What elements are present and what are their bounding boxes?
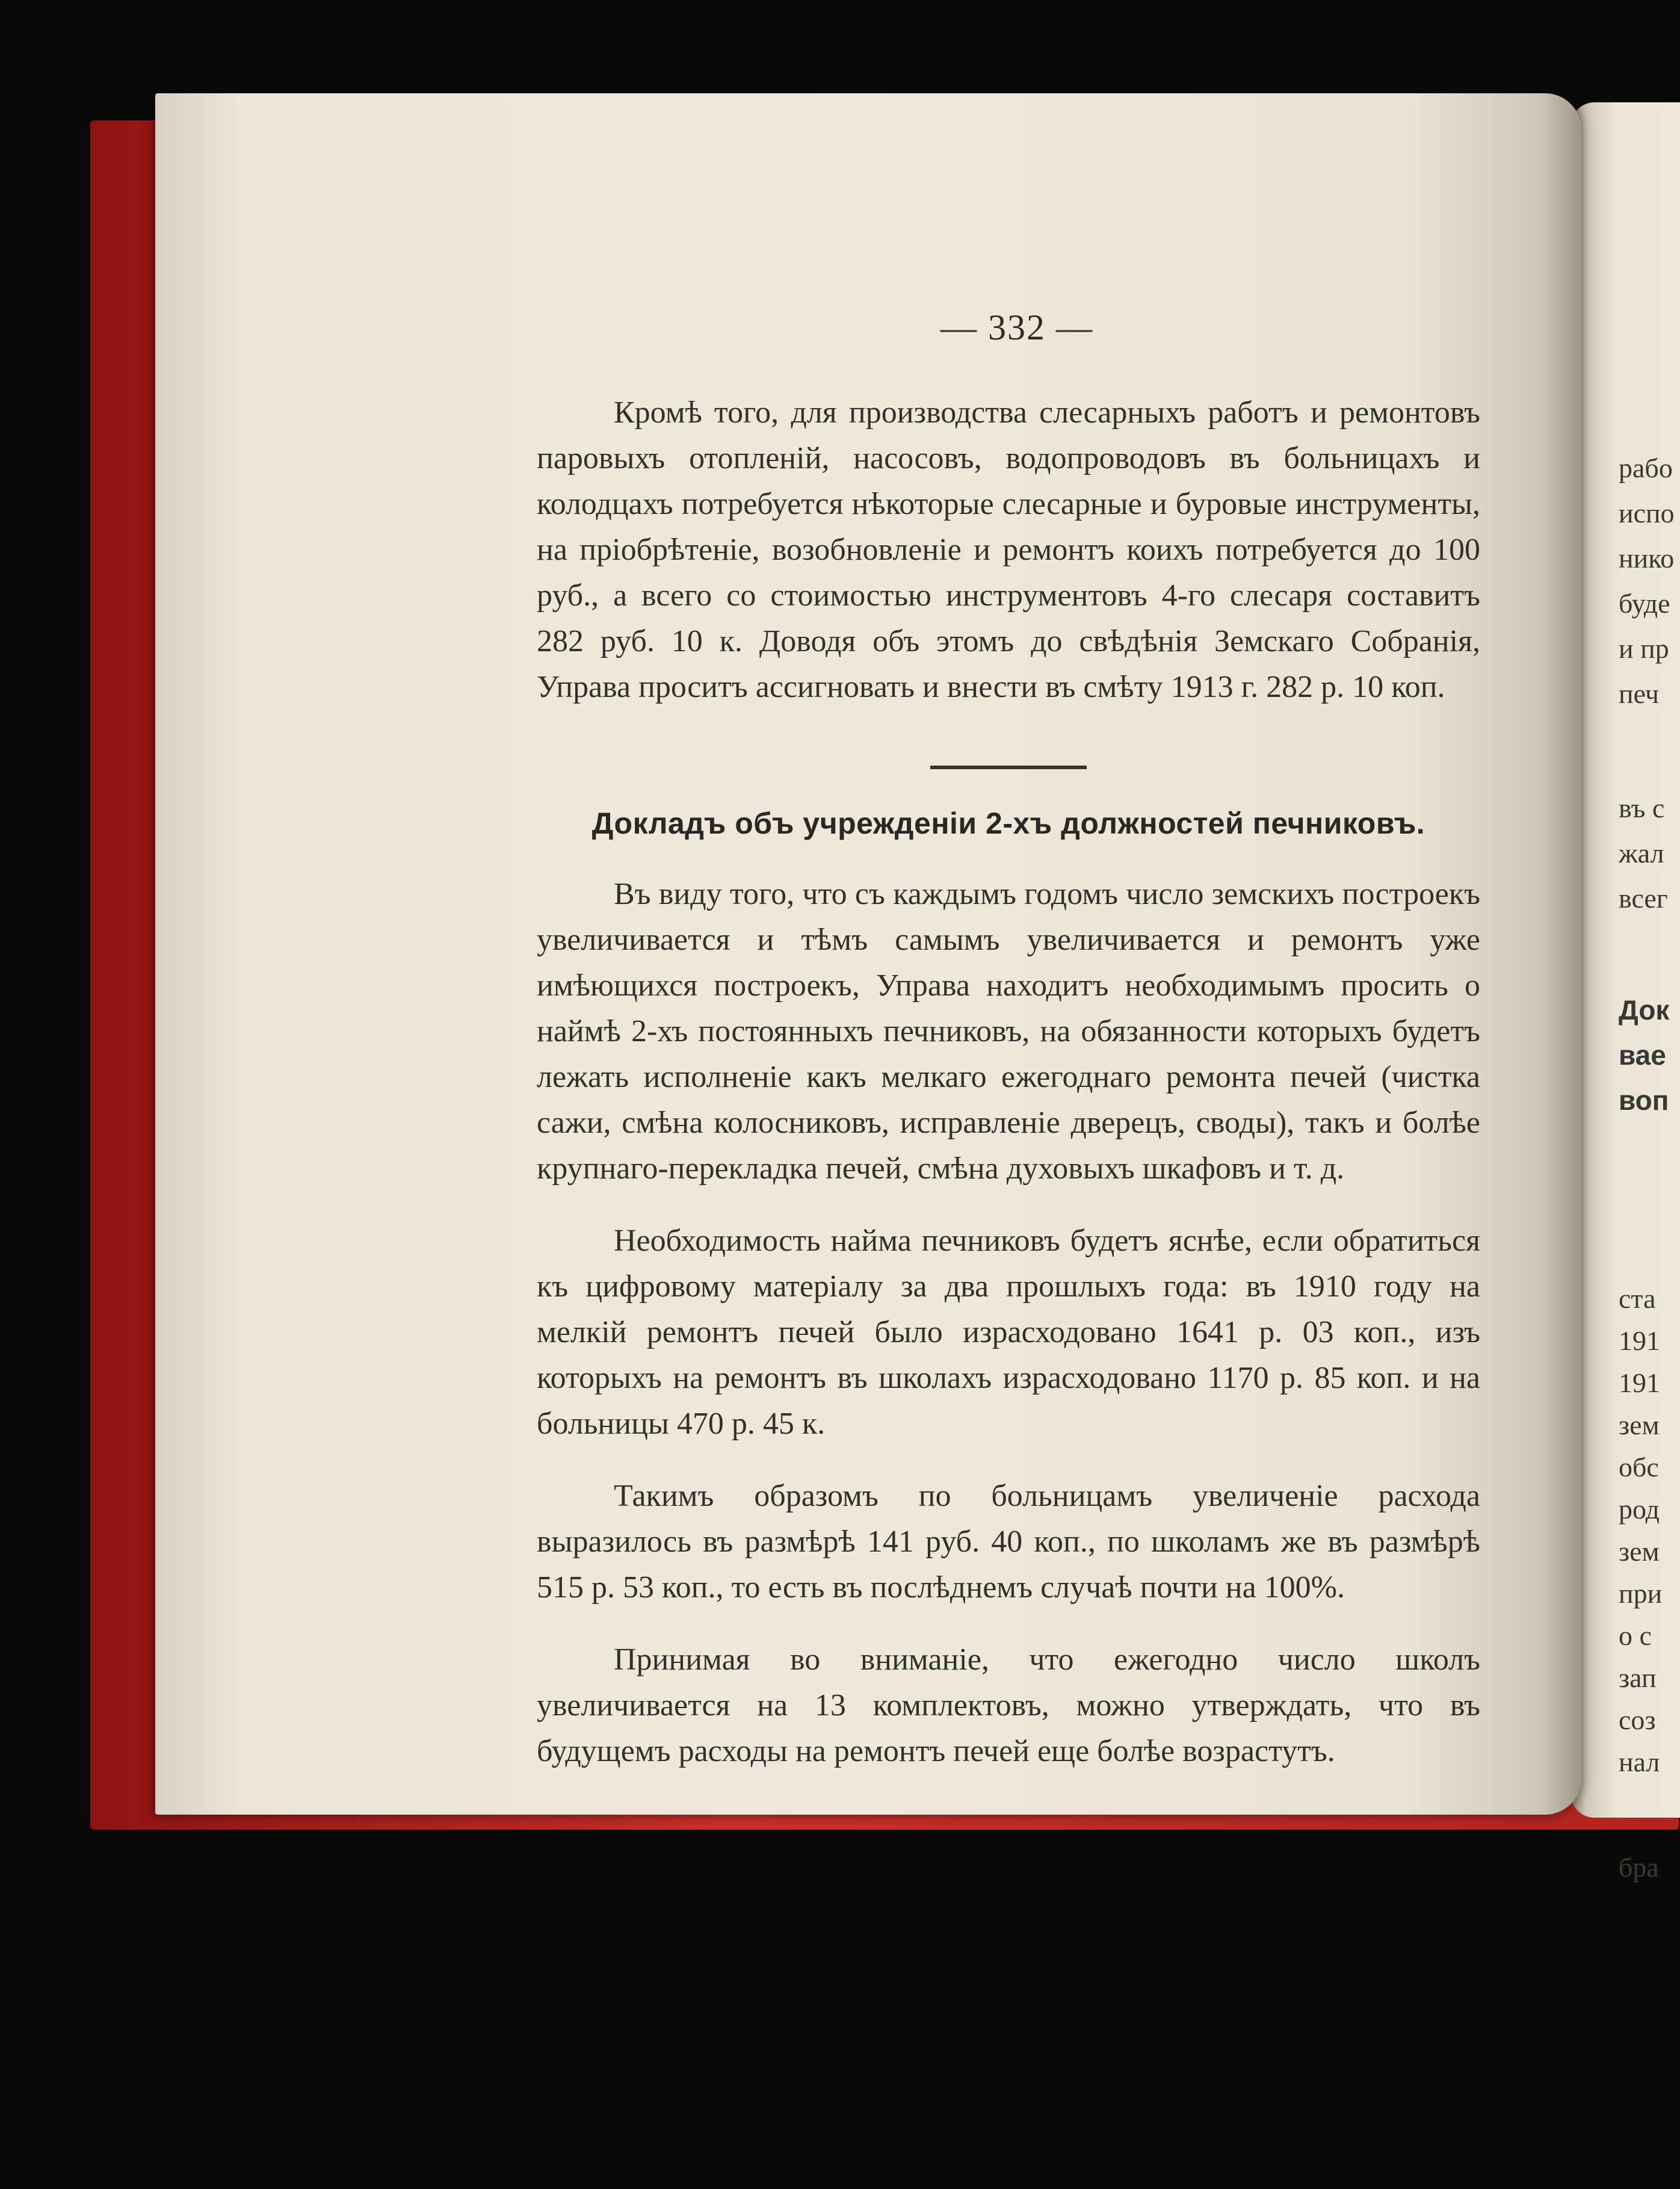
facing-fragment: испо xyxy=(1619,498,1675,528)
facing-fragment: при xyxy=(1619,1578,1663,1609)
facing-fragment: въ с xyxy=(1619,793,1665,823)
facing-fragment: вае xyxy=(1619,1039,1666,1071)
page-body xyxy=(537,390,1480,1774)
facing-fragment: печ xyxy=(1619,678,1660,709)
facing-fragment: зем xyxy=(1619,1410,1660,1440)
facing-fragment: соз xyxy=(1619,1704,1656,1735)
facing-fragment: Док xyxy=(1619,994,1670,1026)
facing-fragment: 191 xyxy=(1619,1367,1660,1398)
facing-fragment: жал xyxy=(1619,838,1664,868)
facing-fragment: ста xyxy=(1619,1283,1656,1314)
facing-fragment: воп xyxy=(1619,1085,1669,1116)
section-divider xyxy=(930,766,1087,769)
facing-fragment: 191 xyxy=(1619,1325,1660,1356)
page-number: — 332 — xyxy=(940,308,1093,347)
paragraph: Принимая во вниманіе, что ежегодно число школъ увеличивается на 13 комплектовъ, можно утверждать, что въ будущемъ расходы на ремонтъ печей еще болѣе возрастутъ. xyxy=(537,1643,1480,1768)
paragraph: Кромѣ того, для производства слесарныхъ работъ и ремонтовъ паровыхъ отопленій, насосовъ, водопроводовъ въ больницахъ и колодцахъ потребуется нѣкоторые слесарные и буровые инструменты, на пріобрѣтеніе, возобновленіе и ремонтъ коихъ потребуется до 100 руб., а всего со стоимостью инструментовъ 4-го слесаря составитъ 282 руб. 10 к. Доводя объ этомъ до свѣдѣнія Земскаго Собранія, Управа проситъ ассигновать и внести въ смѣту 1913 г. 282 р. 10 коп. xyxy=(537,395,1480,704)
facing-page-text xyxy=(1619,0,1680,2189)
paragraph: Въ виду того, что съ каждымъ годомъ число земскихъ построекъ увеличивается и тѣмъ самымъ увеличивается и ремонтъ уже имѣющихся построекъ, Управа находитъ необходимымъ просить о наймѣ 2-хъ постоянныхъ печниковъ, на обязанности которыхъ будетъ лежать исполненіе какъ мелкаго ежегоднаго ремонта печей (чистка сажи, смѣна колосниковъ, исправленіе дверецъ, своды), такъ и болѣе крупнаго-перекладка печей, смѣна духовыхъ шкафовъ и т. д. xyxy=(537,877,1480,1186)
paragraph: Такимъ образомъ по больницамъ увеличеніе расхода выразилось въ размѣрѣ 141 руб. 40 коп., по школамъ же въ размѣрѣ 515 р. 53 коп., то есть въ послѣднемъ случаѣ почти на 100%. xyxy=(537,1479,1480,1605)
facing-fragment: о с xyxy=(1619,1620,1652,1651)
facing-fragment: бра xyxy=(1619,1852,1659,1883)
facing-fragment: нал xyxy=(1619,1747,1660,1777)
facing-fragment: обс xyxy=(1619,1452,1659,1482)
paragraph: Необходимость найма печниковъ будетъ яснѣе, если обратиться къ цифровому матеріалу за два прошлыхъ года: въ 1910 году на мелкій ремонтъ печей было израсходовано 1641 р. 03 коп., изъ которыхъ на ремонтъ въ школахъ израсходовано 1170 р. 85 коп. и на больницы 470 р. 45 к. xyxy=(537,1224,1480,1441)
facing-fragment: и пр xyxy=(1619,633,1669,664)
facing-fragment: нико xyxy=(1619,543,1675,574)
facing-fragment: род xyxy=(1619,1494,1660,1525)
section-heading: Докладъ объ учрежденіи 2-хъ должностей печниковъ. xyxy=(591,807,1425,840)
facing-fragment: рабо xyxy=(1619,453,1673,483)
facing-fragment: буде xyxy=(1619,588,1670,619)
facing-fragment: зап xyxy=(1619,1662,1657,1693)
facing-fragment: зем xyxy=(1619,1536,1660,1567)
facing-fragment: всег xyxy=(1619,883,1668,914)
